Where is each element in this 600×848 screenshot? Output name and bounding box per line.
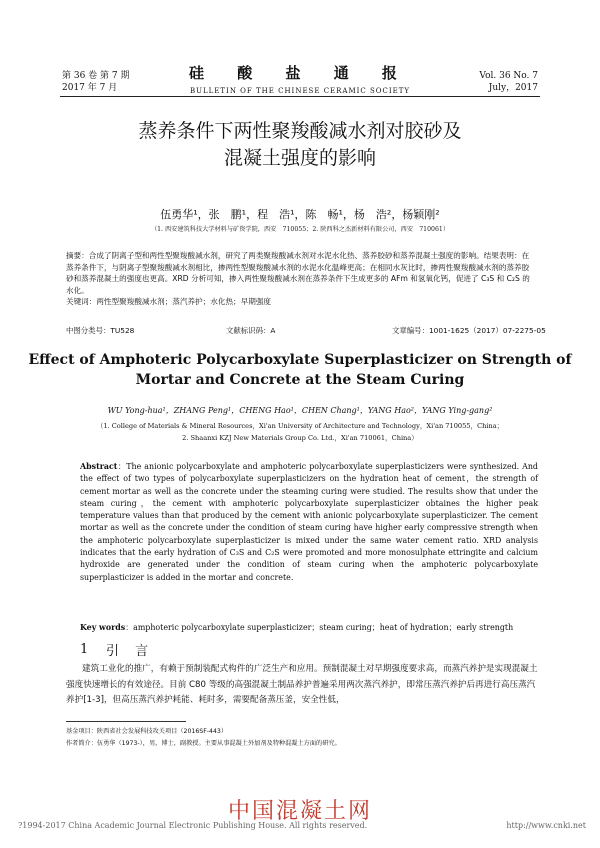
affiliations-cn: （1. 西安建筑科技大学材料与矿资学院，西安 710055；2. 陕西科之杰新材料有限公司，西安 710061）: [150, 226, 450, 233]
header-rule: [60, 96, 540, 97]
abstract-en: [80, 461, 538, 584]
keywords-label: Key words: [80, 623, 126, 632]
title-en-line: Mortar and Concrete at the Steam Curing: [135, 372, 465, 388]
abstract-cn: [66, 250, 536, 308]
footnote-author: 作者简介：伍勇华（1973-），男，博士，副教授。主要从事混凝土外加剂及特种混凝土方面的研究。: [66, 740, 341, 747]
authors-cn: 伍勇华¹，张 鹏¹，程 浩¹，陈 畅¹，杨 浩²，杨颖刚²: [160, 208, 440, 221]
copyright-text: ?1994-2017 China Academic Journal Electronic Publishing House. All rights reserved.: [18, 821, 368, 830]
cnki-link[interactable]: http://www.cnki.net: [506, 821, 586, 830]
authors-en: WU Yong-hua¹，ZHANG Peng¹，CHENG Hao¹，CHEN Chang¹，YANG Hao²，YANG Ying-gang²: [107, 406, 493, 415]
title-cn-line: 蒸养条件下两性聚羧酸减水剂对胶砂及: [138, 120, 462, 142]
issue-date: 2017 年 7 月: [62, 83, 118, 93]
article-number: 文章编号：1001-1625（2017）07-2275-05: [392, 326, 546, 335]
watermark: 中国混凝土网: [227, 799, 372, 824]
title-cn: [0, 118, 600, 172]
affiliation-en: 2. Shaanxi KZJ New Materials Group Co. Ltd.，Xi'an 710061，China）: [182, 434, 418, 442]
abstract-cn-text: 摘要：合成了阴离子型和两性型聚羧酸减水剂，研究了两类聚羧酸减水剂对水泥水化热、蒸养胶砂和蒸养混凝土强度的影响。结果表明：在蒸养条件下，与阴离子型聚羧酸减水剂相比，掺两性型聚羧酸减水剂的水泥水化温峰更高；在相同水灰比时，掺两性聚羧酸减水剂的蒸养胶砂和蒸养混凝土的强度也更高。XRD 分析可知，掺入两性聚羧酸减水剂在蒸养条件下生成更多的 AFm 和氢氧化钙，促进了 C₃S 和 C₂S 的水化。: [66, 251, 530, 295]
volume-issue: 第 36 卷 第 7 期: [62, 71, 130, 81]
affiliations-en: [0, 420, 600, 444]
footnote-fund: 基金项目：陕西省社会发展科技攻关项目（2016SF-443）: [66, 728, 228, 735]
footnotes: [66, 726, 538, 750]
issue-info-en: [479, 70, 538, 94]
section-number: 1: [80, 642, 89, 657]
volume-issue-en: Vol. 36 No. 7: [479, 71, 538, 81]
intro-paragraph: 建筑工业化的推广，有赖于预制装配式构件的广泛生产和应用。预制混凝土对早期强度要求高，而蒸汽养护是实现混凝土强度快速增长的有效途径。目前 C80 等级的高强混凝土制品养护普遍采用两次蒸汽养护，即常压蒸汽养护后再进行高压蒸汽养护[1-3]，但高压蒸汽养护耗能、耗时多，需要配备蒸压釜，安全性低，: [66, 664, 538, 705]
title-en-line: Effect of Amphoteric Polycarboxylate Superplasticizer on Strength of: [28, 352, 572, 368]
document-code: 文献标识码：A: [226, 326, 276, 335]
abstract-en-text: ：The anionic polycarboxylate and amphoteric polycarboxylate superplasticizers were synthesized. And the effect of two types of polycarboxylate superplasticizers on the hydration heat of cement，the strength of cement mortar as well as the concrete under the steaming curing were studied. The results show that under the steam curing，the cement with amphoteric polycarboxylate superplasticizer obtaines the higher peak temperature values than that produced by the cement with anionic polycarboxylate superplasticizer. The cement mortar as well as the concrete under the condition of steam curing have higher early compressive strength when the amphoteric polycarboxylate superplasticizer is mixed under the same water cement ratio. XRD analysis indicates that the early hydration of C₃S and C₂S were promoted and more monosulphate ettringite and calcium hydroxide are generated under the condition of steam curing when the amphoteric polycarboxylate superplasticizer is added in the mortar and concrete.: [80, 462, 538, 582]
keywords-en-text: ：amphoteric polycarboxylate superplasticizer；steam curing；heat of hydration；early strength: [125, 623, 514, 632]
clc-number: 中图分类号：TU528: [66, 326, 135, 335]
title-cn-line: 混凝土强度的影响: [223, 147, 376, 169]
journal-name-en: BULLETIN OF THE CHINESE CERAMIC SOCIETY: [189, 87, 411, 95]
footnote-rule: [66, 721, 186, 722]
title-en: [0, 350, 600, 390]
abstract-label: Abstract: [80, 462, 118, 471]
affiliation-en: （1. College of Materials & Mineral Resources，Xi'an University of Architecture and Technology，Xi'an 710055，China；: [96, 422, 504, 430]
section-title: 引 言: [106, 644, 155, 659]
keywords-en: [80, 622, 538, 633]
issue-date-en: July，2017: [488, 83, 538, 93]
journal-name-cn: 硅 酸 盐 通 报: [189, 64, 411, 82]
copyright-bar: [18, 821, 586, 830]
keywords-cn: 关键词：两性型聚羧酸减水剂；蒸汽养护；水化热；早期强度: [66, 297, 272, 307]
